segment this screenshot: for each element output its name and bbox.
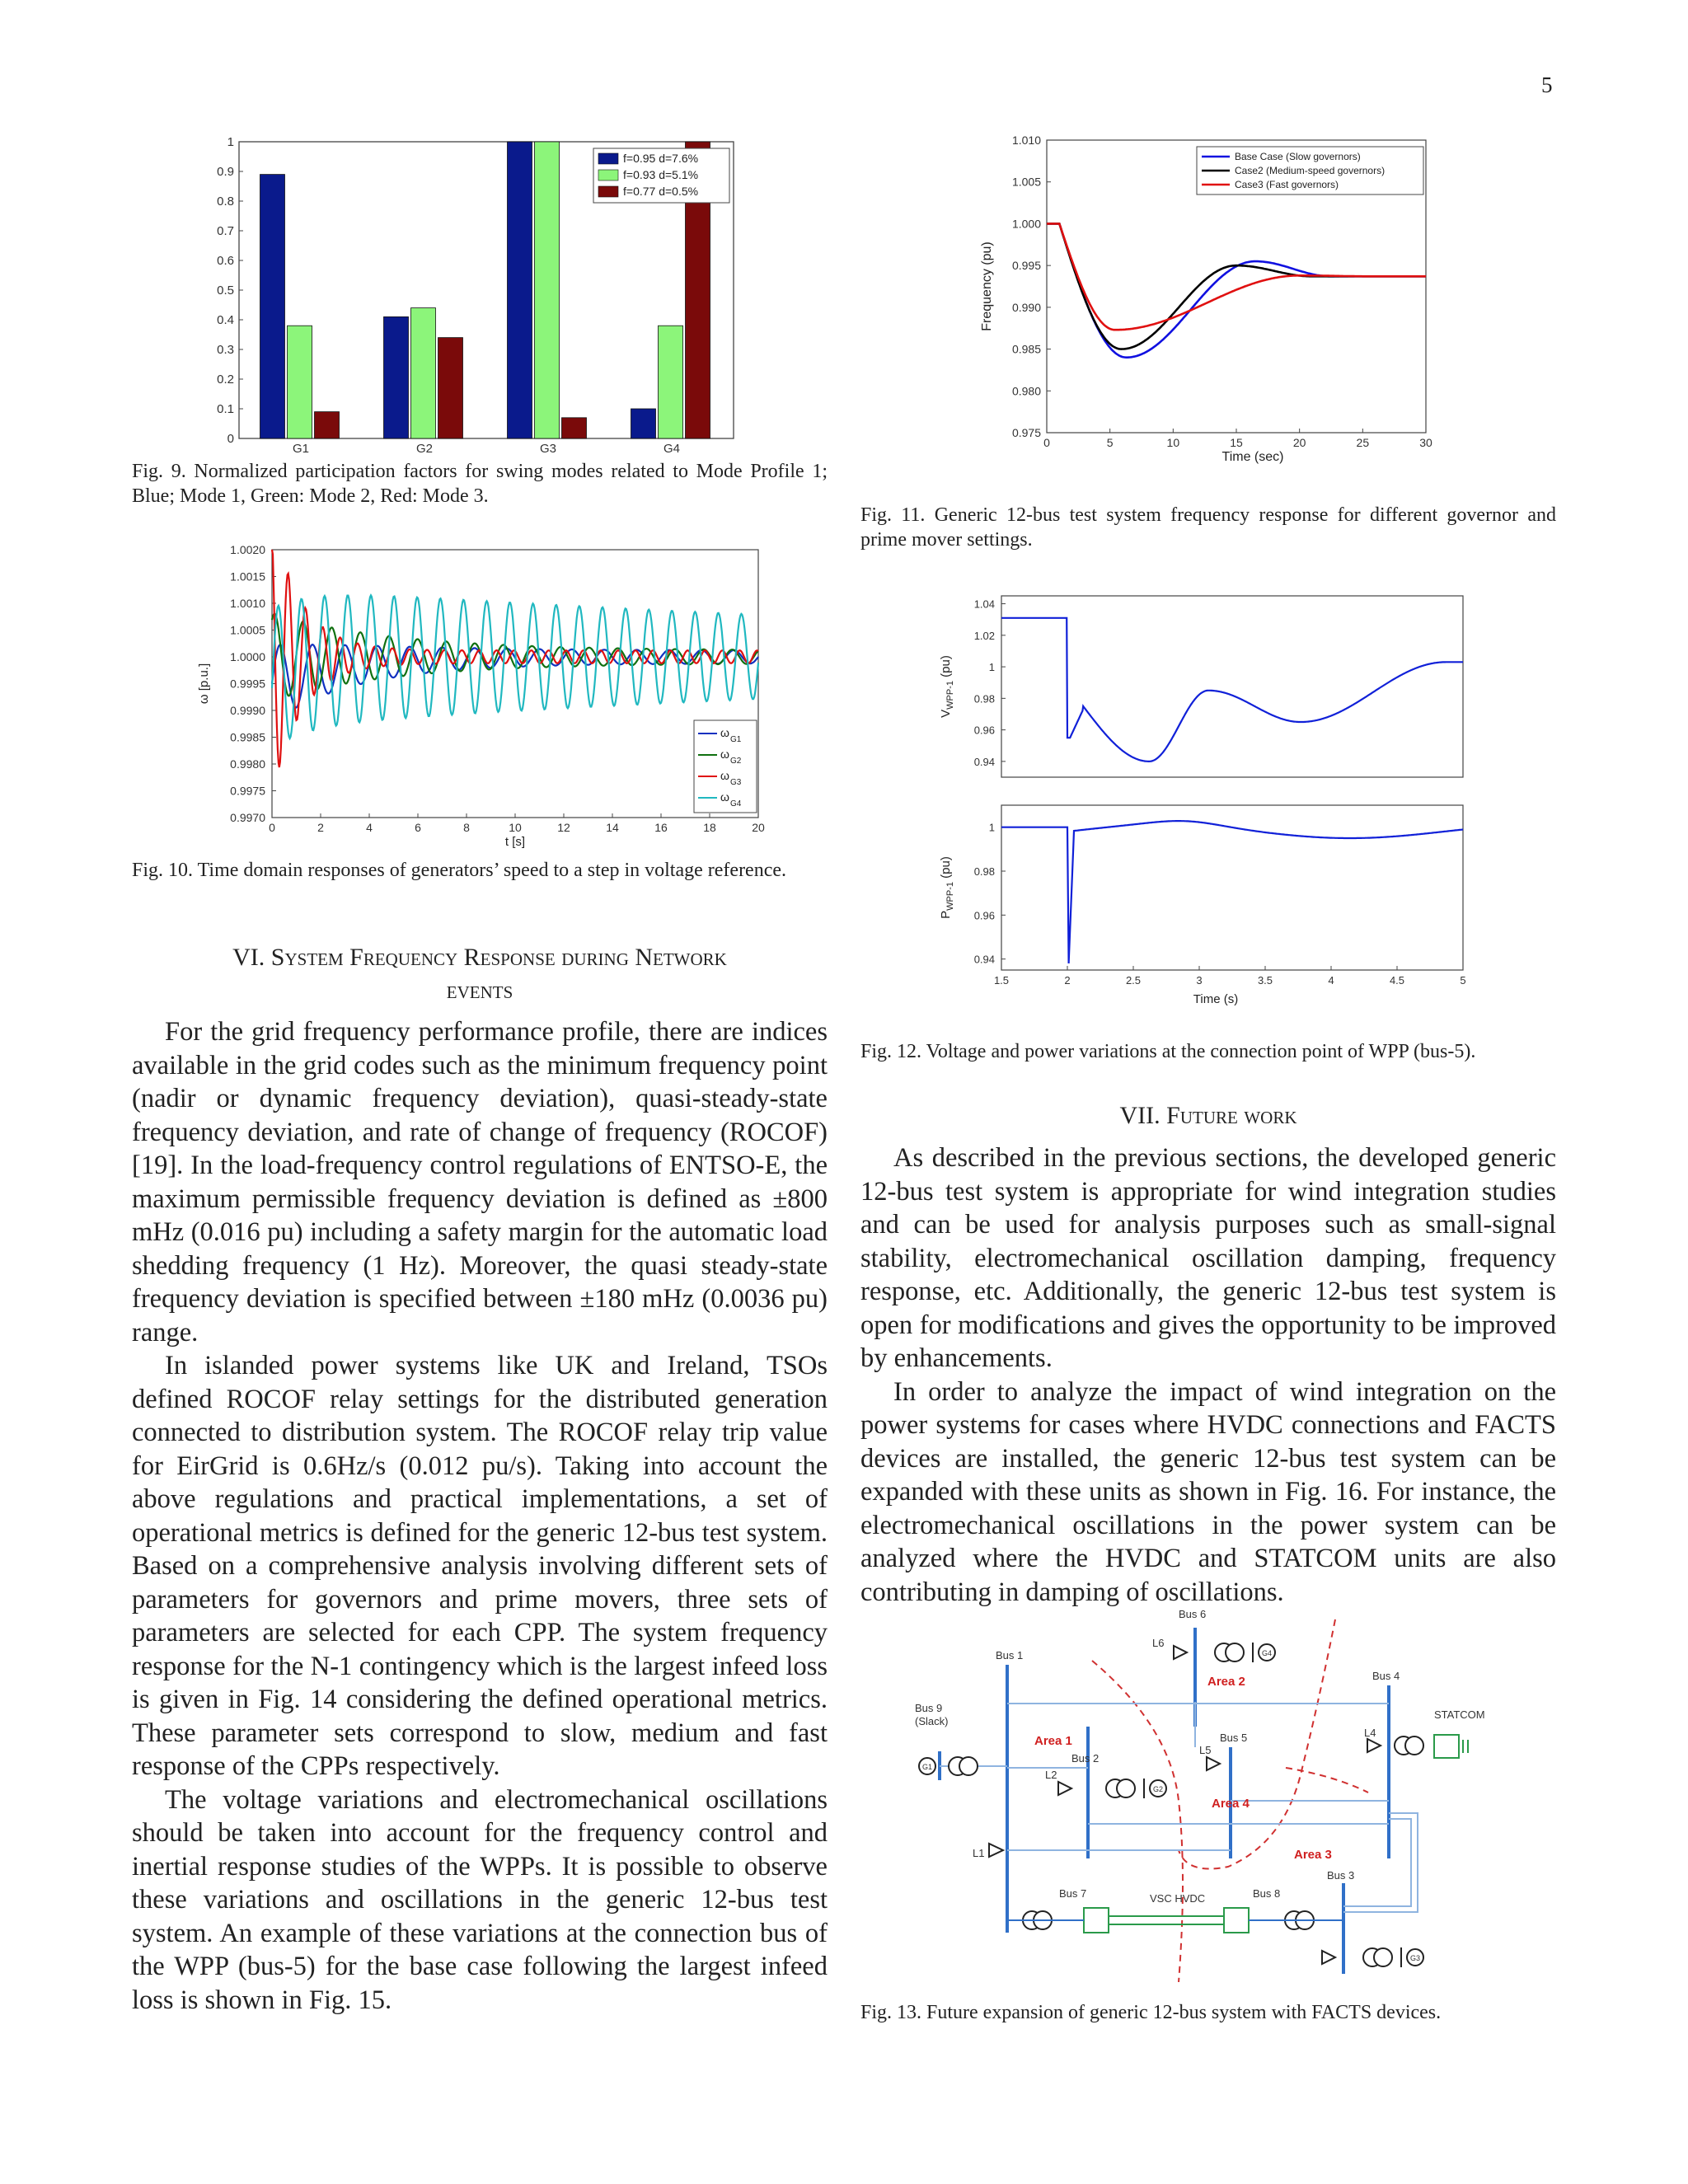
fig12-chart <box>931 581 1492 1022</box>
y-tick-label: 0.98 <box>973 692 995 705</box>
bar <box>288 326 312 438</box>
x-tick-label: 18 <box>703 821 716 834</box>
legend-label: ω <box>720 748 729 761</box>
section6-heading-line2: events <box>446 977 513 1004</box>
line <box>1343 1813 1418 1912</box>
x-tick-label: 0 <box>269 821 275 834</box>
transformer-icon <box>959 1757 978 1775</box>
y-tick-label: 0.98 <box>973 865 995 878</box>
bus2-label: Bus 2 <box>1071 1752 1100 1765</box>
legend-label: ω <box>720 769 729 782</box>
load-l2-icon <box>1058 1782 1071 1795</box>
legend-label: ω <box>720 726 729 739</box>
area2-label: Area 2 <box>1207 1675 1245 1689</box>
x-tick-label: 14 <box>606 821 619 834</box>
vsc-hvdc-label: VSC HVDC <box>1150 1892 1206 1905</box>
y-tick-label: 0 <box>227 432 234 446</box>
g3-label: G3 <box>1410 1954 1421 1962</box>
page-number: 5 <box>1541 73 1553 97</box>
fig11-chart <box>973 128 1451 474</box>
bar <box>315 412 340 438</box>
y-tick-label: 0.6 <box>217 254 234 268</box>
bus4-label: Bus 4 <box>1372 1670 1400 1682</box>
x-tick-label: 2 <box>317 821 324 834</box>
x-tick-label: 1.5 <box>993 974 1010 987</box>
fig9-caption: Fig. 9. Normalized participation factors for swing modes related to Mode Profile 1; Blue; Mode 1, Green: Mode 2, Red: Mode 3. <box>132 461 828 507</box>
x-tick-label: G3 <box>539 442 557 456</box>
x-tick-label: 25 <box>1356 436 1370 449</box>
slack-label: (Slack) <box>915 1715 949 1727</box>
x-tick-label: G4 <box>663 442 681 456</box>
y-tick-label: 0.7 <box>217 224 234 238</box>
transformer-icon <box>1374 1948 1392 1966</box>
section7-heading <box>860 1099 1556 1132</box>
legend-label-sub: G4 <box>730 799 742 808</box>
legend-label: Case2 (Medium-speed governors) <box>1235 165 1386 176</box>
section6-heading-line1: System Frequency Response during Network <box>270 944 727 971</box>
load-l4-icon <box>1367 1739 1381 1752</box>
legend-label-sub: G3 <box>730 778 742 787</box>
bar <box>659 326 683 438</box>
l6-label: L6 <box>1152 1637 1165 1649</box>
y-axis-label: ω [p.u.] <box>197 663 211 705</box>
section6-body <box>132 1015 828 2017</box>
statcom-label: STATCOM <box>1434 1708 1485 1721</box>
g1-label: G1 <box>922 1763 933 1771</box>
section7-body <box>860 1141 1556 1609</box>
legend-label-sub: G1 <box>730 735 742 744</box>
bar <box>508 142 532 438</box>
load-l6-icon <box>1174 1646 1187 1659</box>
x-tick-label: 3 <box>1196 974 1203 987</box>
y-tick-label: 1.0000 <box>230 650 265 663</box>
area1-label: Area 1 <box>1034 1734 1072 1748</box>
section7-paragraph: In order to analyze the impact of wind integration on the power systems for cases where HVDC connections and FACTS devices are installed, the generic 12-bus test system can be expanded with these units as shown in Fig. 16. For instance, the electromechanical oscillations in the power system can be analyzed where the HVDC and STATCOM units are also contributing in damping of oscillations. <box>860 1376 1556 1607</box>
g2-label: G2 <box>1153 1785 1164 1793</box>
section6-paragraph: In islanded power systems like UK and Ireland, TSOs defined ROCOF relay settings for the distributed generation connected to distribution system. The ROCOF relay trip value for EirGrid is 0.6Hz/s (0.012 pu/s). Taking into account the above regulations and practical implementations, a set of operational metrics is defined for the generic 12-bus test system. Based on a comprehensive analysis involving different sets of parameters for governors and prime movers, three sets of parameters are selected for each CPP. The system frequency response for the N-1 contingency which is the largest infeed loss is given in Fig. 14 considering the defined operational metrics. These parameter sets correspond to slow, medium and fast response of the CPPs respectively. <box>132 1351 828 1781</box>
statcom-converter-icon <box>1434 1735 1459 1758</box>
x-tick-label: 20 <box>752 821 765 834</box>
y-tick-label: 0.9970 <box>230 811 265 824</box>
section7-heading-text: Future work <box>1166 1102 1297 1129</box>
load-l3-icon <box>1322 1951 1335 1964</box>
y-tick-label: 0.96 <box>973 909 995 922</box>
bus9-label: Bus 9 <box>915 1702 943 1714</box>
bus7-label: Bus 7 <box>1059 1887 1087 1900</box>
section6-heading-num: VI. <box>232 944 265 971</box>
bus3-label: Bus 3 <box>1327 1869 1355 1882</box>
y-tick-label: 0.995 <box>1011 259 1041 273</box>
area3-label: Area 3 <box>1294 1848 1332 1862</box>
legend-label: Case3 (Fast governors) <box>1235 179 1339 190</box>
y-tick-label: 0.9995 <box>230 677 265 691</box>
x-tick-label: 3.5 <box>1257 974 1273 987</box>
section6-heading <box>132 941 828 1007</box>
section6-paragraph: The voltage variations and electromechanical oscillations should be taken into account for the frequency control and inertial response studies of the WPPs. It is possible to observe these variations and oscillations in the generic 12-bus test system. An example of these variations at the connection bus of the WPP (bus-5) for the base case following the largest infeed loss is shown in Fig. 15. <box>132 1784 828 2015</box>
fig10-caption: Fig. 10. Time domain responses of generators’ speed to a step in voltage reference. <box>132 860 787 881</box>
x-axis-label: Time (s) <box>1193 992 1239 1006</box>
bar <box>535 142 560 438</box>
x-tick-label: 2 <box>1064 974 1071 987</box>
y-tick-label: 0.94 <box>973 755 995 768</box>
y-tick-label: 1 <box>227 135 234 149</box>
y-tick-label: 0.9980 <box>230 757 265 771</box>
x-tick-label: 4.5 <box>1389 974 1405 987</box>
y-tick-label: 0.9990 <box>230 704 265 717</box>
y-tick-label: 0.3 <box>217 343 234 357</box>
l2-label: L2 <box>1045 1769 1057 1781</box>
legend-label: ω <box>720 790 729 804</box>
fig12-top-ylabel: $V_{WPP-1}$ (pu) <box>939 655 955 718</box>
transformer-icon <box>1226 1643 1244 1661</box>
fig12-bottom-ylabel: $P_{WPP-1}$ (pu) <box>939 856 955 919</box>
bar <box>411 308 436 438</box>
x-tick-label: 10 <box>509 821 522 834</box>
bus6-label: Bus 6 <box>1179 1608 1207 1620</box>
bar <box>260 175 285 438</box>
y-tick-label: 1 <box>988 821 995 834</box>
y-tick-label: 1.0020 <box>230 543 265 556</box>
load-l5-icon <box>1207 1757 1220 1770</box>
y-tick-label: 0.2 <box>217 373 234 387</box>
bus8-label: Bus 8 <box>1253 1887 1281 1900</box>
x-axis-label: Time (sec) <box>1221 450 1284 464</box>
legend-label: f=0.77 d=0.5% <box>623 185 699 198</box>
x-tick-label: 15 <box>1230 436 1243 449</box>
y-tick-label: 0.980 <box>1011 384 1041 398</box>
area-boundary <box>1092 1661 1183 1982</box>
x-tick-label: 2.5 <box>1125 974 1142 987</box>
bus5-label: Bus 5 <box>1220 1732 1248 1744</box>
g4-label: G4 <box>1262 1649 1273 1657</box>
y-tick-label: 0.975 <box>1011 426 1041 439</box>
l1-label: L1 <box>973 1847 985 1859</box>
fig12-caption: Fig. 12. Voltage and power variations at the connection point of WPP (bus-5). <box>860 1041 1476 1062</box>
hvdc-converter-icon <box>1084 1908 1109 1933</box>
bar <box>384 316 409 438</box>
fig12-bottom-frame <box>1001 805 1463 970</box>
y-tick-label: 1.000 <box>1011 217 1041 231</box>
x-tick-label: 5 <box>1106 436 1114 449</box>
y-tick-label: 1.005 <box>1011 175 1041 189</box>
section6-paragraph: For the grid frequency performance profile, there are indices available in the grid codes such as the minimum frequency point (nadir or dynamic frequency deviation), quasi-steady-state frequency deviation, and rate of change of frequency (ROCOF) [19]. In the load-frequency control regulations of ENTSO-E, the maximum permissible frequency deviation is defined as ±800 mHz (0.016 pu) including a safety margin for the automatic load shedding frequency (1 Hz). Moreover, the quasi steady-state frequency deviation is specified between ±180 mHz (0.0036 pu) range. <box>132 1017 828 1347</box>
line <box>1343 1819 1411 1906</box>
y-tick-label: 0.9975 <box>230 784 265 798</box>
area-boundary <box>1286 1768 1368 1793</box>
x-tick-label: 5 <box>1460 974 1466 987</box>
bar <box>438 338 463 438</box>
legend-swatch <box>598 186 618 197</box>
section7-paragraph: As described in the previous sections, the developed generic 12-bus test system is appropriate for wind integration studies and can be used for analysis purposes such as small-signal stability, electromechanical oscillation damping, frequency response, etc. Additionally, the generic 12-bus test system is open for modifications and gives the opportunity to be improved by enhancements. <box>860 1143 1556 1373</box>
x-axis-label: t [s] <box>504 835 526 849</box>
y-tick-label: 0.5 <box>217 284 234 298</box>
y-tick-label: 1.0005 <box>230 623 265 637</box>
x-tick-label: 8 <box>463 821 470 834</box>
l5-label: L5 <box>1199 1744 1212 1756</box>
y-tick-label: 1 <box>988 661 995 674</box>
y-tick-label: 0.990 <box>1011 300 1041 314</box>
legend-label: f=0.93 d=5.1% <box>623 168 699 181</box>
hvdc-converter-icon <box>1224 1908 1249 1933</box>
y-tick-label: 1.0015 <box>230 569 265 583</box>
y-tick-label: 1.02 <box>973 629 995 642</box>
bus1-label: Bus 1 <box>996 1649 1024 1661</box>
y-tick-label: 0.985 <box>1011 342 1041 356</box>
legend-swatch <box>598 170 618 180</box>
legend-label: f=0.95 d=7.6% <box>623 152 699 165</box>
y-tick-label: 0.94 <box>973 953 995 966</box>
y-tick-label: 1.04 <box>973 598 995 611</box>
load-l1-icon <box>989 1844 1003 1857</box>
legend-label-sub: G2 <box>730 757 742 766</box>
x-tick-label: G1 <box>292 442 310 456</box>
x-tick-label: 16 <box>654 821 668 834</box>
y-tick-label: 0.9985 <box>230 730 265 744</box>
section7-heading-num: VII. <box>1119 1102 1160 1129</box>
x-tick-label: 4 <box>1328 974 1334 987</box>
x-tick-label: 0 <box>1043 436 1050 449</box>
x-tick-label: 20 <box>1292 436 1306 449</box>
x-tick-label: 30 <box>1419 436 1432 449</box>
legend-label: Base Case (Slow governors) <box>1235 151 1361 162</box>
y-axis-label: Frequency (pu) <box>980 241 994 331</box>
l4-label: L4 <box>1364 1727 1376 1739</box>
legend-swatch <box>598 153 618 164</box>
y-tick-label: 1.0010 <box>230 597 265 610</box>
transformer-icon <box>1405 1736 1423 1755</box>
y-tick-label: 0.96 <box>973 724 995 737</box>
fig10-chart <box>190 540 783 853</box>
fig12-top-frame <box>1001 596 1463 777</box>
fig11-caption: Fig. 11. Generic 12-bus test system frequency response for different governor and prime mover settings. <box>860 504 1556 551</box>
y-tick-label: 0.8 <box>217 194 234 209</box>
fig13-diagram <box>907 1603 1533 1982</box>
bar <box>562 418 587 438</box>
fig9-chart <box>198 132 758 462</box>
y-tick-label: 0.9 <box>217 165 234 179</box>
x-tick-label: 10 <box>1166 436 1180 449</box>
transformer-icon <box>1117 1779 1135 1797</box>
area4-label: Area 4 <box>1212 1797 1250 1811</box>
fig13-caption: Fig. 13. Future expansion of generic 12-bus system with FACTS devices. <box>860 2002 1442 2023</box>
x-tick-label: 6 <box>415 821 421 834</box>
y-tick-label: 0.4 <box>217 313 234 327</box>
bar <box>631 409 656 438</box>
y-tick-label: 1.010 <box>1011 134 1041 147</box>
x-tick-label: G2 <box>415 442 434 456</box>
x-tick-label: 4 <box>366 821 373 834</box>
y-tick-label: 0.1 <box>217 402 234 416</box>
x-tick-label: 12 <box>557 821 570 834</box>
